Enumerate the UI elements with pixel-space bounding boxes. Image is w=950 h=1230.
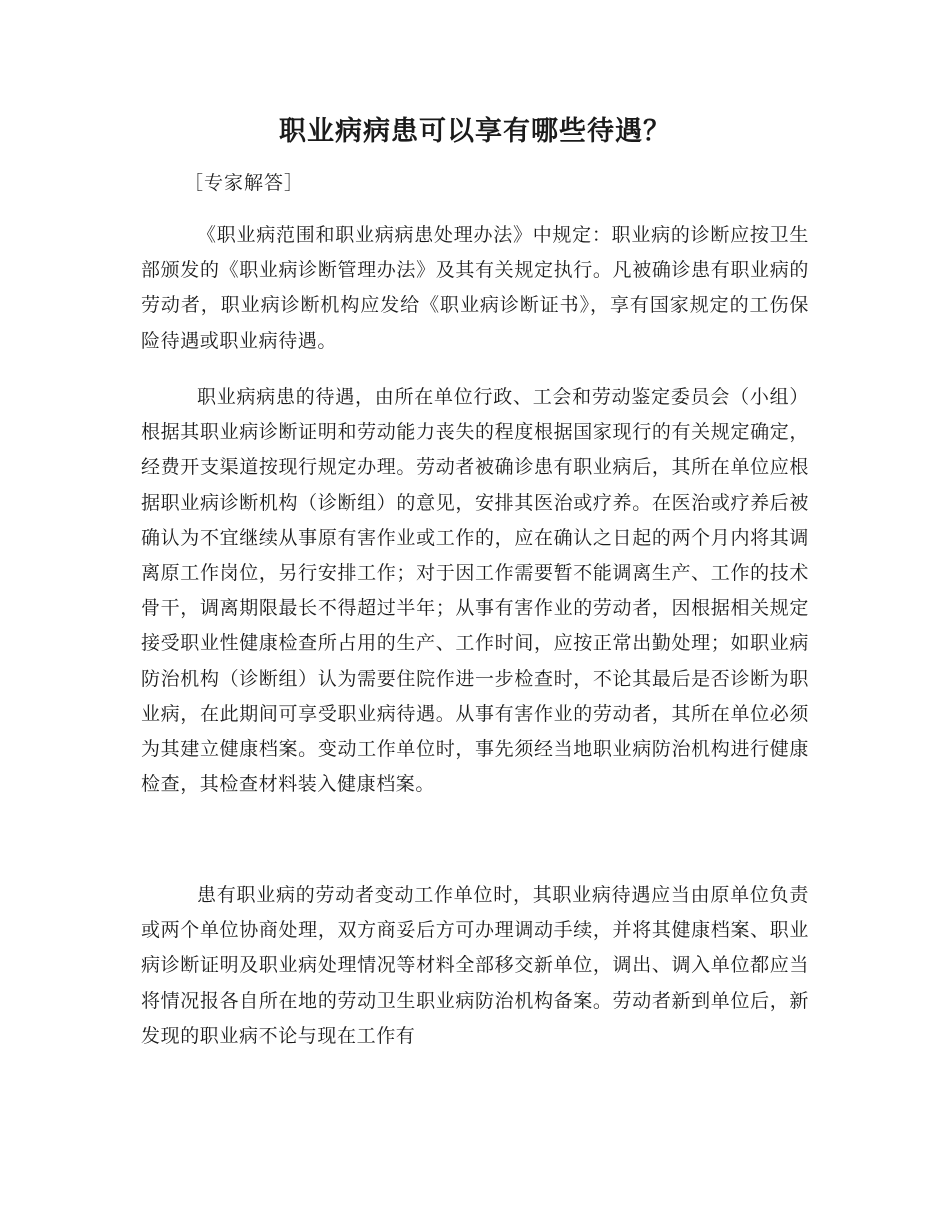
paragraph-2: 职业病病患的待遇，由所在单位行政、工会和劳动鉴定委员会（小组）根据其职业病诊断证明和劳动能力丧失的程度根据国家现行的有关规定确定，经费开支渠道按现行规定办理。劳动者被确诊患有职业病后，其所在单位应根据职业病诊断机构（诊断组）的意见，安排其医治或疗养。在医治或疗养后被确认为不宜继续从事原有害作业或工作的，应在确认之日起的两个月内将其调离原工作岗位，另行安排工作；对于因工作需要暂不能调离生产、工作的技术骨干，调离期限最长不得超过半年；从事有害作业的劳动者，因根据相关规定接受职业性健康检查所占用的生产、工作时间，应按正常出勤处理；如职业病防治机构（诊断组）认为需要住院作进一步检查时，不论其最后是否诊断为职业病，在此期间可享受职业病待遇。从事有害作业的劳动者，其所在单位必须为其建立健康档案。变动工作单位时，事先须经当地职业病防治机构进行健康检查，其检查材料装入健康档案。 xyxy=(141,386,809,796)
section-label: ［专家解答］ xyxy=(184,172,305,194)
paragraph-1: 《职业病范围和职业病病患处理办法》中规定：职业病的诊断应按卫生部颁发的《职业病诊断管理办法》及其有关规定执行。凡被确诊患有职业病的劳动者，职业病诊断机构应发给《职业病诊断证书》，享有国家规定的工伤保险待遇或职业病待遇。 xyxy=(141,224,809,352)
paragraph-3: 患有职业病的劳动者变动工作单位时，其职业病待遇应当由原单位负责或两个单位协商处理，双方商妥后方可办理调动手续，并将其健康档案、职业病诊断证明及职业病处理情况等材料全部移交新单位，调出、调入单位都应当将情况报各自所在地的劳动卫生职业病防治机构备案。劳动者新到单位后，新发现的职业病不论与现在工作有 xyxy=(141,884,809,1047)
page-title: 职业病病患可以享有哪些待遇？ xyxy=(279,116,671,147)
